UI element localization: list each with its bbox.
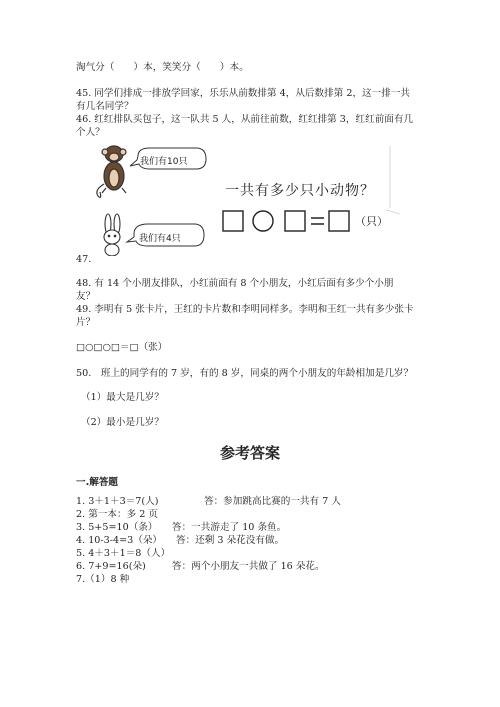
- blank-square-3: [329, 211, 349, 231]
- section-heading: 一.解答题: [76, 477, 119, 488]
- rabbit-icon: [104, 214, 120, 256]
- answer-1-calc: 1. 3＋1＋3＝7(人): [76, 496, 159, 507]
- q46-line1: 46. 红红排队买包子，这一队共 5 人，从前往前数，红红排第 3，红红前面有几: [76, 114, 414, 125]
- answer-2: 2. 第一本：多 2 页: [76, 509, 158, 520]
- q49-formula: □○□○□＝□（张）: [76, 342, 168, 353]
- q45-line2: 有几名同学？: [76, 101, 134, 112]
- answer-3-reply: 答：一共游走了 10 条鱼。: [172, 522, 287, 533]
- blank-square-1: [223, 211, 243, 231]
- answer-6-calc: 6. 7+9=16(朵): [76, 561, 146, 572]
- q48-line2: 友？: [76, 291, 96, 302]
- answer-key-title: 参考答案: [219, 444, 280, 462]
- answer-7: 7.（1）8 种: [76, 574, 130, 585]
- equals-sign: [311, 218, 324, 224]
- q45-line1: 45. 同学们排成一排放学回家，乐乐从前数排第 4，从后数排第 2，这一排一共: [76, 88, 411, 99]
- q49-line1: 49. 李明有 5 张卡片，王红的卡片数和李明同样多。李明和王红一共有多少张卡: [76, 304, 414, 315]
- answer-4-reply: 答：还剩 3 朵花没有做。: [176, 535, 285, 546]
- q49-line2: 片？: [76, 317, 96, 328]
- monkey-icon: [97, 146, 126, 197]
- q50-sub1: （1）最大是几岁？: [81, 392, 164, 403]
- q47-unit: （只）: [355, 215, 388, 228]
- blank-circle: [253, 211, 273, 231]
- answer-4-calc: 4. 10-3-4=3（朵）: [76, 535, 163, 546]
- speech-bubble-1-text: 我们有10只: [140, 157, 188, 167]
- q44-tail: 淘气分（ ）本，笑笑分（ ）本。: [76, 62, 249, 73]
- answer-6-reply: 答：两个小朋友一共做了 16 朵花。: [172, 561, 325, 572]
- blank-square-2: [285, 211, 305, 231]
- answer-3-calc: 3. 5+5=10（条）: [76, 522, 158, 533]
- q50-question: 50. 班上的同学有的 7 岁，有的 8 岁，同桌的两个小朋友的年龄相加是几岁？: [76, 368, 414, 379]
- q47-question: 一共有多少只小动物？: [225, 183, 375, 199]
- q50-sub2: （2）最小是几岁？: [81, 417, 164, 428]
- q47-number: 47.: [76, 254, 92, 265]
- answer-5: 5. 4＋3＋1＝8（人）: [76, 548, 171, 559]
- q48-line1: 48. 有 14 个小朋友排队，小红前面有 8 个小朋友，小红后面有多少个小朋: [76, 278, 394, 289]
- speech-bubble-2-text: 我们有4只: [139, 234, 181, 244]
- q46-line2: 个人？: [76, 127, 105, 138]
- answer-1-reply: 答：参加跳高比赛的一共有 7 人: [204, 496, 341, 507]
